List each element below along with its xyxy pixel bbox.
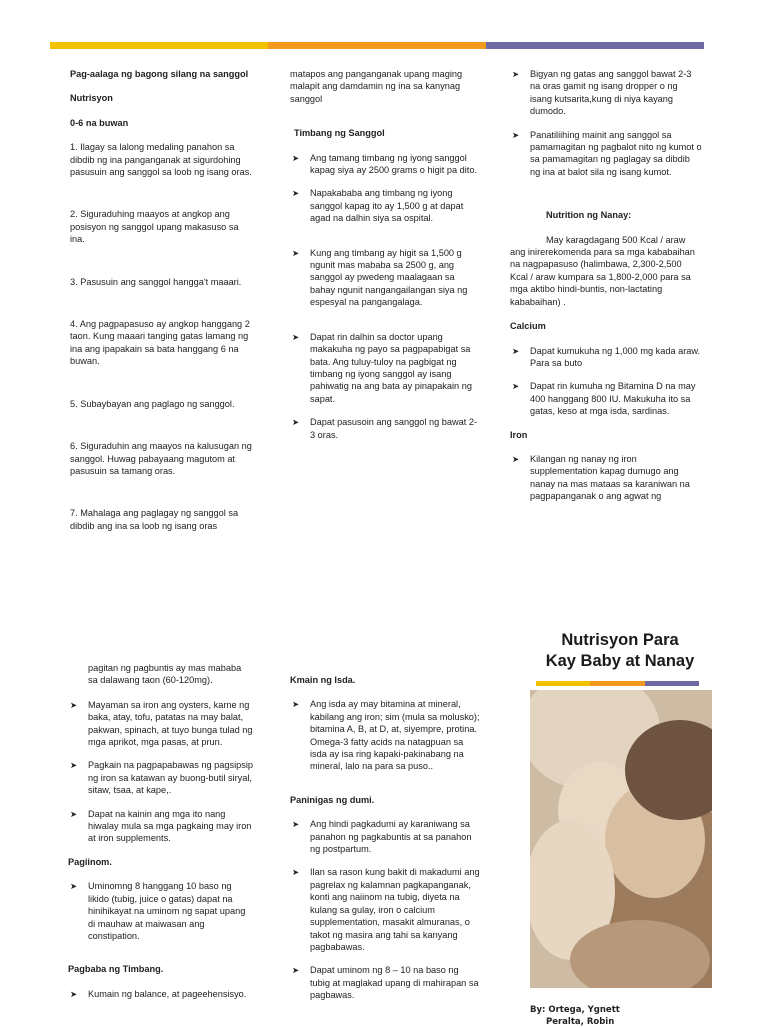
list-item: ➤ Dapat na kainin ang mga ito nang hiwalay mula sa mga pagkaing may iron at iron supplements. <box>70 808 252 844</box>
list-item: ➤ Dapat pasusoin ang sanggol ng bawat 2-3 oras. <box>292 417 478 440</box>
byline-author-2: Peralta, Robin <box>546 1017 615 1027</box>
step-7: 7. Mahalaga ang paglagay ng sanggol sa dibdib ang ina sa loob ng isang oras <box>70 508 239 531</box>
mother-and-baby-photo <box>530 690 712 988</box>
arrow-bullet-icon: ➤ <box>292 699 300 710</box>
list-item: ➤ Dapat kumukuha ng 1,000 mg kada araw. Para sa buto <box>512 345 701 368</box>
arrow-bullet-icon: ➤ <box>70 881 78 892</box>
arrow-bullet-icon: ➤ <box>292 331 300 342</box>
cover-title-line-1: Nutrisyon Para <box>561 631 679 649</box>
bar-orange <box>590 681 644 686</box>
bar-yellow <box>50 42 268 49</box>
column-4 <box>68 662 253 1011</box>
arrow-bullet-icon: ➤ <box>292 965 300 976</box>
arrow-bullet-icon: ➤ <box>512 345 520 356</box>
weight-loss-list <box>68 988 253 1000</box>
arrow-bullet-icon: ➤ <box>292 417 300 428</box>
constipation-list <box>290 818 480 1001</box>
step-3: 3. Pasusuin ang sanggol hangga't maaari. <box>70 276 242 287</box>
baby-care-list <box>510 68 702 178</box>
list-item: ➤ Napakababa ang timbang ng iyong sanggol kapag ito ay 1,500 g at dapat agad na dalhin siya sa ospital. <box>292 188 464 224</box>
cover-title-line-2: Kay Baby at Nanay <box>545 652 695 670</box>
step-5: 5. Subaybayan ang paglago ng sanggol. <box>70 398 235 409</box>
section-heading-timbang: Timbang ng Sanggol <box>294 128 385 139</box>
step-2: 2. Siguraduhing maayos at angkop ang posisyon ng sanggol upang makasuso sa ina. <box>70 209 239 245</box>
byline <box>530 1004 620 1028</box>
column-1 <box>70 68 253 544</box>
arrow-bullet-icon: ➤ <box>292 247 300 258</box>
list-item: ➤ Dapat rin kumuha ng Bitamina D na may 400 hanggang 800 IU. Makukuha ito sa gatas, keso at mga isda, sardinas. <box>512 381 696 417</box>
weight-list <box>290 152 480 441</box>
list-item: ➤ Pagkain na pagpapabawas ng pagsipsip ng iron sa katawan ay buong-butil siryal, sitaw, tsaa, at kape,. <box>70 760 253 796</box>
fish-list <box>290 698 480 772</box>
arrow-bullet-icon: ➤ <box>70 808 78 819</box>
section-heading-isda: Kmain ng Isda. <box>290 675 356 685</box>
list-item: ➤ Bigyan ng gatas ang sanggol bawat 2-3 na oras gamit ng isang dropper o ng isang kutsarita,kung di niya kayang dumodo. <box>512 69 692 117</box>
section-heading-calcium: Calcium <box>510 321 546 332</box>
list-item: ➤ Dapat uminom ng 8 – 10 na baso ng tubig at maglakad upang di mahirapan sa pagbawas. <box>292 965 479 1001</box>
arrow-bullet-icon: ➤ <box>70 699 78 710</box>
section-heading-pagiinom: Pagiinom. <box>68 856 112 867</box>
list-item: ➤ Ilan sa rason kung bakit di makadumi ang pagrelax ng kalamnan pagkapanganak, konti ang naiinom na tubig, diyeta na kulang sa gulay, iron o calcium supplementation, masakit almuranas, o takot ng masira ang tahi sa kanyang pagbabawas. <box>292 867 480 952</box>
bar-orange <box>268 42 486 49</box>
arrow-bullet-icon: ➤ <box>512 381 520 392</box>
byline-author-1: By: Ortega, Ygnett <box>530 1005 620 1015</box>
step-4: 4. Ang pagpapasuso ay angkop hanggang 2 taon. Kung maaari tanging gatas lamang ng ina ang ipapakain sa bata hanggang 6 na buwan. <box>70 319 250 367</box>
column-2 <box>290 68 480 452</box>
iron-list <box>510 453 702 503</box>
section-heading-pagbaba: Pagbaba ng Timbang. <box>68 964 164 975</box>
top-color-bar <box>50 42 704 49</box>
continued-text: pagitan ng pagbuntis ay mas mababa sa dalawang taon (60-120mg). <box>88 663 242 686</box>
list-item: ➤ Dapat rin dalhin sa doctor upang makakuha ng payo sa pagpapabigat sa bata. Ang tuluy-tuloy na pagbigat ng timbang ng iyong sanggol ay isang pahiwatig na ang bata ay pinapakain ng sapat. <box>292 331 472 404</box>
iron-foods-list <box>68 699 253 845</box>
list-item: ➤ Kung ang timbang ay higit sa 1,500 g ngunit mas mababa sa 2500 g, ang sanggol ay pwedeng maalagaan sa bahay ngunit nangangailangan siya ng espesyal na pangangalaga. <box>292 247 468 308</box>
step-1: 1. Ilagay sa lalong medaling panahon sa dibdib ng ina panganganak at sigurdohing pasusuin ang sanggol sa loob ng isang oras. <box>70 142 252 178</box>
arrow-bullet-icon: ➤ <box>512 453 520 464</box>
list-item: ➤ Kilangan ng nanay ng iron supplementation kapag dumugo ang nanay na mas mataas sa karaniwan na pagpapanganak o ang agwat ng <box>512 453 690 502</box>
section-heading-iron: Iron <box>510 429 528 440</box>
list-item: ➤ Ang hindi pagkadumi ay karaniwang sa panahon ng pagkabuntis at sa panahon ng postpartum. <box>292 819 472 855</box>
list-item: ➤ Panatiliihing mainit ang sanggol sa pamamagitan ng pagbalot nito ng kumot o sa pamamagitan ng paglagay sa dibdib ng ina at balot sila ng isang kumot. <box>512 129 702 177</box>
cover-color-bar <box>536 681 699 686</box>
arrow-bullet-icon: ➤ <box>512 69 520 79</box>
nanay-paragraph: May karagdagang 500 Kcal / araw ang inirerekomenda para sa mga kababaihan na nagpapasuso (halimbawa, 2,300-2,500 Kcal / araw kumpara sa 1,800-2,000 para sa mga aktibo hindi-buntis, non-lactating kababaihan) . <box>510 234 695 307</box>
cover-title <box>530 630 710 672</box>
arrow-bullet-icon: ➤ <box>512 129 520 140</box>
arrow-bullet-icon: ➤ <box>292 819 300 830</box>
calcium-list <box>510 345 702 418</box>
arrow-bullet-icon: ➤ <box>70 760 78 771</box>
drinking-list <box>68 880 253 942</box>
bar-purple <box>486 42 704 49</box>
continued-text: matapos ang panganganak upang maging malapit ang damdamin ng ina sa kanynag sanggol <box>290 69 463 104</box>
step-6: 6. Siguraduhin ang maayos na kalusugan ng sanggol. Huwag pabayaang magutom at pasusuin sa tamang oras. <box>70 441 252 476</box>
section-heading-nutrisyon: Nutrisyon <box>70 93 113 104</box>
list-item: ➤ Kumain ng balance, at pageehensisyo. <box>70 988 247 999</box>
arrow-bullet-icon: ➤ <box>292 188 300 199</box>
list-item: ➤ Mayaman sa iron ang oysters, karne ng baka, atay, tofu, patatas na may balat, pakwan, spinach, at tuyo bunga tulad ng mga aprikot, mga pasas, at prun. <box>70 699 253 748</box>
list-item: ➤ Ang tamang timbang ng iyong sanggol kapag siya ay 2500 grams o higit pa dito. <box>292 152 478 176</box>
page-title: Pag-aalaga ng bagong silang na sanggol <box>70 69 249 79</box>
arrow-bullet-icon: ➤ <box>292 152 300 163</box>
column-5 <box>290 674 480 1013</box>
photo-illustration <box>530 690 712 988</box>
arrow-bullet-icon: ➤ <box>292 867 300 878</box>
list-item: ➤ Uminomng 8 hanggang 10 baso ng likido (tubig, juice o gatas) dapat na hinihikayat na uminom ng sapat upang di mauhaw at maiwasan ang constipation. <box>70 881 246 941</box>
bar-yellow <box>536 681 590 686</box>
section-heading-paninigas: Paninigas ng dumi. <box>290 794 375 805</box>
section-heading-nanay: Nutrition ng Nanay: <box>546 210 632 221</box>
bar-purple <box>645 681 699 686</box>
arrow-bullet-icon: ➤ <box>70 988 78 999</box>
list-item: ➤ Ang isda ay may bitamina at mineral, kabilang ang iron; sim (mula sa molusko); bitamina A, B, at D, at, siyempre, protina. Omega-3 fatty acids na natagpuan sa isda ay isa ring kapaki-pakinabang na mineral, lalo na para sa puso.. <box>292 699 480 772</box>
subsection-heading: 0-6 na buwan <box>70 117 129 128</box>
column-3 <box>510 68 702 514</box>
